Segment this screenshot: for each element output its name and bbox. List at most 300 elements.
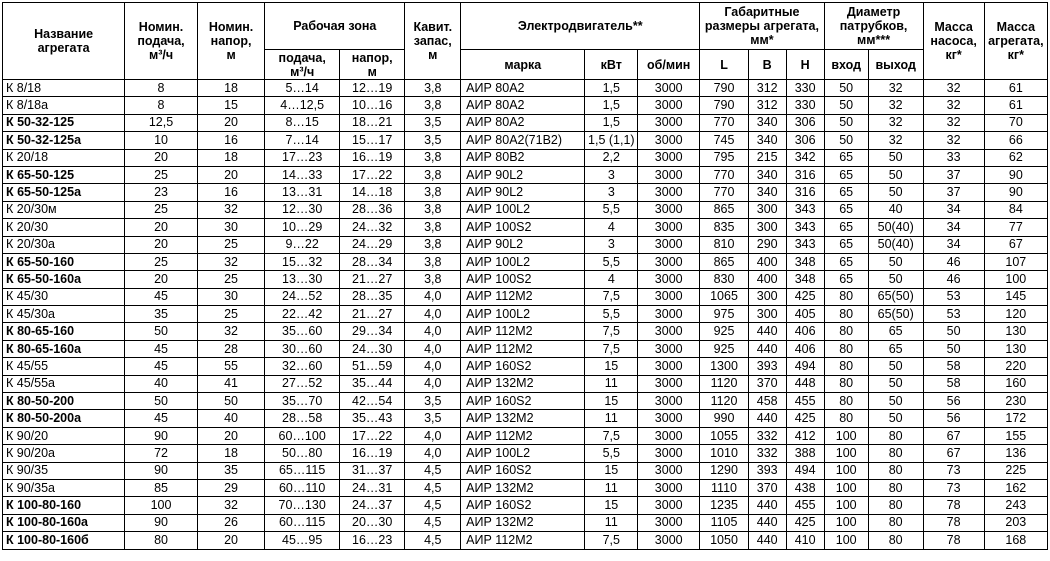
cell-nozzle-out: 50(40) [868,236,923,253]
cell-motor-kw: 1,5 (1,1) [585,132,638,149]
cell-motor-rpm: 3000 [638,427,700,444]
col-header-dim-h: H [786,50,824,80]
cell-nominal-head: 30 [197,219,264,236]
cell-unit-mass: 130 [984,340,1047,357]
cell-dim-l: 770 [700,114,748,131]
cell-motor-kw: 5,5 [585,306,638,323]
cell-motor-rpm: 3000 [638,462,700,479]
cell-wz-head: 21…27 [340,271,405,288]
cell-nominal-flow: 50 [125,323,198,340]
cell-nozzle-out: 80 [868,497,923,514]
cell-unit-mass: 243 [984,497,1047,514]
cell-motor-kw: 5,5 [585,253,638,270]
cell-motor-brand: АИР 80А2(71В2) [461,132,585,149]
cell-motor-rpm: 3000 [638,201,700,218]
cell-npsh: 3,8 [405,219,461,236]
cell-nominal-flow: 20 [125,149,198,166]
cell-nozzle-in: 65 [824,184,868,201]
cell-dim-b: 393 [748,358,786,375]
cell-nozzle-in: 100 [824,514,868,531]
cell-motor-rpm: 3000 [638,132,700,149]
cell-motor-rpm: 3000 [638,271,700,288]
cell-nozzle-out: 32 [868,132,923,149]
cell-dim-h: 448 [786,375,824,392]
cell-unit-name: К 45/55а [3,375,125,392]
cell-wz-flow: 28…58 [265,410,340,427]
cell-nominal-flow: 8 [125,97,198,114]
cell-motor-kw: 1,5 [585,114,638,131]
cell-npsh: 3,5 [405,410,461,427]
cell-nozzle-in: 80 [824,288,868,305]
cell-nozzle-out: 50 [868,149,923,166]
cell-dim-h: 330 [786,97,824,114]
cell-nominal-flow: 90 [125,514,198,531]
col-header-motor-brand: марка [461,50,585,80]
cell-nozzle-in: 100 [824,462,868,479]
cell-wz-head: 51…59 [340,358,405,375]
cell-unit-name: К 50-32-125а [3,132,125,149]
table-row [3,393,1048,410]
cell-dim-b: 290 [748,236,786,253]
cell-dim-l: 865 [700,201,748,218]
cell-nominal-flow: 40 [125,375,198,392]
cell-motor-brand: АИР 100S2 [461,271,585,288]
cell-npsh: 3,5 [405,132,461,149]
cell-pump-mass: 37 [923,184,984,201]
cell-wz-flow: 65…115 [265,462,340,479]
cell-unit-name: К 100-80-160 [3,497,125,514]
cell-nominal-flow: 20 [125,219,198,236]
cell-unit-mass: 230 [984,393,1047,410]
cell-motor-rpm: 3000 [638,393,700,410]
cell-wz-head: 21…27 [340,306,405,323]
cell-nominal-head: 18 [197,149,264,166]
cell-nozzle-in: 100 [824,532,868,549]
cell-nominal-head: 26 [197,514,264,531]
cell-unit-mass: 120 [984,306,1047,323]
cell-unit-mass: 130 [984,323,1047,340]
cell-nozzle-out: 80 [868,445,923,462]
cell-nozzle-out: 65(50) [868,288,923,305]
cell-unit-name: К 20/18 [3,149,125,166]
cell-dim-b: 400 [748,253,786,270]
cell-dim-l: 865 [700,253,748,270]
table-row [3,271,1048,288]
cell-wz-flow: 60…110 [265,479,340,496]
cell-dim-b: 215 [748,149,786,166]
cell-motor-kw: 2,2 [585,149,638,166]
cell-unit-mass: 67 [984,236,1047,253]
table-row [3,514,1048,531]
cell-motor-kw: 11 [585,375,638,392]
table-row [3,114,1048,131]
cell-unit-mass: 70 [984,114,1047,131]
cell-nominal-flow: 50 [125,393,198,410]
col-header-name: Название агрегата [3,3,125,80]
table-row [3,253,1048,270]
table-row [3,410,1048,427]
cell-motor-brand: АИР 112М2 [461,340,585,357]
cell-unit-name: К 65-50-125 [3,166,125,183]
cell-npsh: 4,5 [405,479,461,496]
cell-motor-rpm: 3000 [638,306,700,323]
cell-nozzle-out: 50 [868,271,923,288]
cell-pump-mass: 33 [923,149,984,166]
cell-npsh: 3,5 [405,114,461,131]
cell-dim-h: 425 [786,288,824,305]
cell-nozzle-out: 32 [868,114,923,131]
cell-wz-head: 31…37 [340,462,405,479]
col-header-nominal-head: Номин. напор, м [197,3,264,80]
table-header [3,3,1048,80]
cell-pump-mass: 78 [923,532,984,549]
cell-nozzle-in: 65 [824,219,868,236]
cell-nominal-flow: 45 [125,340,198,357]
cell-pump-mass: 46 [923,271,984,288]
table-row [3,306,1048,323]
cell-wz-flow: 8…15 [265,114,340,131]
table-row [3,375,1048,392]
cell-nominal-flow: 23 [125,184,198,201]
cell-dim-h: 494 [786,462,824,479]
cell-dim-h: 425 [786,514,824,531]
cell-motor-brand: АИР 90L2 [461,184,585,201]
cell-unit-mass: 62 [984,149,1047,166]
cell-pump-mass: 67 [923,445,984,462]
cell-wz-head: 15…17 [340,132,405,149]
cell-nozzle-out: 50 [868,358,923,375]
cell-nominal-flow: 45 [125,288,198,305]
cell-nozzle-in: 50 [824,132,868,149]
cell-wz-head: 16…19 [340,149,405,166]
cell-dim-l: 1290 [700,462,748,479]
cell-dim-l: 1010 [700,445,748,462]
cell-motor-kw: 4 [585,219,638,236]
cell-npsh: 4,0 [405,306,461,323]
cell-wz-head: 28…36 [340,201,405,218]
cell-nozzle-in: 50 [824,114,868,131]
cell-dim-h: 343 [786,236,824,253]
cell-motor-brand: АИР 112М2 [461,288,585,305]
cell-nozzle-out: 50(40) [868,219,923,236]
table-row [3,479,1048,496]
cell-motor-rpm: 3000 [638,166,700,183]
cell-unit-name: К 45/30а [3,306,125,323]
cell-dim-b: 393 [748,462,786,479]
table-row [3,323,1048,340]
cell-nozzle-in: 80 [824,323,868,340]
cell-wz-head: 14…18 [340,184,405,201]
cell-nozzle-in: 65 [824,201,868,218]
cell-unit-mass: 203 [984,514,1047,531]
cell-unit-mass: 66 [984,132,1047,149]
cell-dim-l: 990 [700,410,748,427]
cell-unit-name: К 90/20 [3,427,125,444]
cell-motor-rpm: 3000 [638,97,700,114]
cell-nozzle-in: 80 [824,393,868,410]
cell-pump-mass: 53 [923,306,984,323]
cell-motor-brand: АИР 132М2 [461,410,585,427]
cell-pump-mass: 67 [923,427,984,444]
cell-unit-name: К 20/30 [3,219,125,236]
cell-nominal-head: 25 [197,236,264,253]
cell-motor-brand: АИР 160S2 [461,358,585,375]
table-row [3,201,1048,218]
cell-motor-rpm: 3000 [638,323,700,340]
cell-npsh: 3,8 [405,201,461,218]
cell-dim-h: 438 [786,479,824,496]
cell-dim-b: 300 [748,219,786,236]
cell-wz-flow: 24…52 [265,288,340,305]
cell-pump-mass: 53 [923,288,984,305]
cell-motor-kw: 11 [585,410,638,427]
cell-pump-mass: 50 [923,323,984,340]
cell-motor-brand: АИР 90L2 [461,166,585,183]
table-row [3,427,1048,444]
cell-dim-h: 410 [786,532,824,549]
cell-motor-kw: 15 [585,393,638,410]
cell-npsh: 4,0 [405,340,461,357]
cell-motor-rpm: 3000 [638,253,700,270]
cell-nominal-head: 20 [197,166,264,183]
cell-motor-rpm: 3000 [638,358,700,375]
cell-wz-head: 24…31 [340,479,405,496]
cell-wz-flow: 60…115 [265,514,340,531]
cell-nominal-flow: 45 [125,410,198,427]
table-row [3,340,1048,357]
cell-unit-mass: 90 [984,166,1047,183]
cell-nominal-head: 35 [197,462,264,479]
cell-nominal-flow: 90 [125,427,198,444]
cell-motor-brand: АИР 132М2 [461,479,585,496]
cell-motor-rpm: 3000 [638,532,700,549]
col-header-npsh: Кавит. запас, м [405,3,461,80]
cell-wz-flow: 22…42 [265,306,340,323]
cell-wz-head: 17…22 [340,427,405,444]
cell-unit-name: К 8/18а [3,97,125,114]
cell-npsh: 4,5 [405,462,461,479]
cell-motor-brand: АИР 80А2 [461,80,585,97]
cell-pump-mass: 32 [923,80,984,97]
col-header-wz-flow: подача, м³/ч [265,50,340,80]
cell-nominal-flow: 25 [125,253,198,270]
cell-pump-mass: 73 [923,462,984,479]
cell-motor-kw: 7,5 [585,532,638,549]
cell-nozzle-in: 100 [824,497,868,514]
cell-unit-mass: 145 [984,288,1047,305]
cell-motor-rpm: 3000 [638,514,700,531]
cell-wz-head: 16…19 [340,445,405,462]
cell-motor-rpm: 3000 [638,114,700,131]
cell-dim-l: 1065 [700,288,748,305]
cell-dim-l: 795 [700,149,748,166]
cell-nominal-flow: 25 [125,166,198,183]
cell-nozzle-in: 65 [824,149,868,166]
cell-motor-kw: 15 [585,358,638,375]
table-row [3,132,1048,149]
cell-dim-h: 405 [786,306,824,323]
table-row [3,445,1048,462]
cell-nozzle-out: 32 [868,80,923,97]
cell-nozzle-out: 65 [868,340,923,357]
cell-dim-h: 348 [786,253,824,270]
table-row [3,288,1048,305]
table-row [3,532,1048,549]
cell-nozzle-in: 100 [824,445,868,462]
cell-dim-h: 494 [786,358,824,375]
cell-nozzle-out: 50 [868,393,923,410]
cell-wz-flow: 30…60 [265,340,340,357]
cell-nozzle-in: 80 [824,410,868,427]
cell-pump-mass: 34 [923,219,984,236]
cell-pump-mass: 34 [923,201,984,218]
cell-unit-name: К 80-50-200 [3,393,125,410]
cell-nozzle-out: 80 [868,479,923,496]
cell-nominal-flow: 10 [125,132,198,149]
cell-dim-l: 745 [700,132,748,149]
cell-unit-mass: 107 [984,253,1047,270]
cell-motor-kw: 11 [585,479,638,496]
cell-dim-l: 1300 [700,358,748,375]
cell-wz-flow: 13…31 [265,184,340,201]
cell-pump-mass: 73 [923,479,984,496]
cell-nozzle-in: 100 [824,479,868,496]
cell-nominal-head: 29 [197,479,264,496]
cell-nominal-head: 16 [197,132,264,149]
cell-dim-l: 790 [700,97,748,114]
cell-nominal-head: 32 [197,201,264,218]
col-header-nozzle-out: выход [868,50,923,80]
cell-motor-brand: АИР 132М2 [461,375,585,392]
cell-dim-b: 300 [748,306,786,323]
cell-dim-b: 340 [748,132,786,149]
cell-dim-h: 455 [786,497,824,514]
cell-motor-rpm: 3000 [638,219,700,236]
cell-wz-flow: 9…22 [265,236,340,253]
col-header-motor: Электродвигатель** [461,3,700,50]
cell-motor-brand: АИР 160S2 [461,497,585,514]
cell-wz-flow: 10…29 [265,219,340,236]
col-header-dim-b: B [748,50,786,80]
cell-wz-flow: 13…30 [265,271,340,288]
cell-nominal-flow: 72 [125,445,198,462]
cell-dim-b: 440 [748,410,786,427]
cell-nozzle-in: 50 [824,80,868,97]
cell-wz-head: 35…44 [340,375,405,392]
cell-npsh: 3,8 [405,149,461,166]
cell-nominal-head: 18 [197,80,264,97]
col-header-wz-head: напор, м [340,50,405,80]
cell-unit-mass: 77 [984,219,1047,236]
cell-dim-h: 388 [786,445,824,462]
cell-pump-mass: 50 [923,340,984,357]
cell-nominal-flow: 90 [125,462,198,479]
cell-npsh: 3,5 [405,393,461,410]
col-header-nozzle-diameter: Диаметр патрубков, мм*** [824,3,923,50]
cell-unit-name: К 45/55 [3,358,125,375]
cell-unit-name: К 90/35 [3,462,125,479]
cell-npsh: 3,8 [405,166,461,183]
cell-nozzle-in: 50 [824,97,868,114]
cell-nozzle-out: 50 [868,375,923,392]
cell-nominal-head: 25 [197,306,264,323]
cell-dim-l: 975 [700,306,748,323]
cell-unit-mass: 220 [984,358,1047,375]
cell-nozzle-out: 50 [868,253,923,270]
table-row [3,80,1048,97]
cell-nozzle-out: 32 [868,97,923,114]
cell-unit-name: К 90/20а [3,445,125,462]
table-row [3,166,1048,183]
table-row [3,497,1048,514]
cell-nozzle-in: 80 [824,358,868,375]
cell-dim-b: 312 [748,97,786,114]
cell-pump-mass: 56 [923,410,984,427]
cell-unit-name: К 20/30м [3,201,125,218]
cell-npsh: 3,8 [405,80,461,97]
cell-nozzle-in: 80 [824,375,868,392]
cell-pump-mass: 32 [923,132,984,149]
cell-dim-l: 1120 [700,393,748,410]
cell-dim-b: 340 [748,184,786,201]
cell-wz-head: 24…29 [340,236,405,253]
cell-motor-brand: АИР 160S2 [461,393,585,410]
cell-nominal-flow: 8 [125,80,198,97]
cell-dim-l: 790 [700,80,748,97]
cell-nominal-head: 16 [197,184,264,201]
cell-motor-kw: 5,5 [585,201,638,218]
cell-nozzle-in: 100 [824,427,868,444]
cell-motor-brand: АИР 80А2 [461,97,585,114]
cell-npsh: 4,0 [405,375,461,392]
cell-unit-mass: 90 [984,184,1047,201]
cell-motor-rpm: 3000 [638,288,700,305]
cell-dim-h: 306 [786,114,824,131]
cell-unit-name: К 20/30а [3,236,125,253]
cell-unit-mass: 225 [984,462,1047,479]
cell-wz-flow: 12…30 [265,201,340,218]
cell-motor-rpm: 3000 [638,497,700,514]
cell-wz-head: 35…43 [340,410,405,427]
cell-unit-name: К 100-80-160а [3,514,125,531]
cell-nozzle-out: 80 [868,462,923,479]
cell-pump-mass: 78 [923,514,984,531]
cell-pump-mass: 37 [923,166,984,183]
cell-wz-head: 16…23 [340,532,405,549]
cell-unit-mass: 100 [984,271,1047,288]
cell-nominal-flow: 85 [125,479,198,496]
cell-unit-name: К 65-50-125а [3,184,125,201]
cell-wz-head: 18…21 [340,114,405,131]
cell-wz-flow: 15…32 [265,253,340,270]
cell-nozzle-in: 65 [824,253,868,270]
cell-unit-name: К 45/30 [3,288,125,305]
table-row [3,149,1048,166]
cell-dim-b: 440 [748,514,786,531]
cell-dim-l: 810 [700,236,748,253]
cell-motor-brand: АИР 90L2 [461,236,585,253]
cell-dim-l: 1055 [700,427,748,444]
cell-unit-mass: 61 [984,80,1047,97]
cell-npsh: 4,0 [405,288,461,305]
cell-wz-head: 10…16 [340,97,405,114]
cell-dim-l: 1050 [700,532,748,549]
cell-dim-l: 1105 [700,514,748,531]
cell-dim-b: 370 [748,375,786,392]
cell-nominal-head: 20 [197,114,264,131]
cell-wz-flow: 35…70 [265,393,340,410]
cell-unit-mass: 172 [984,410,1047,427]
